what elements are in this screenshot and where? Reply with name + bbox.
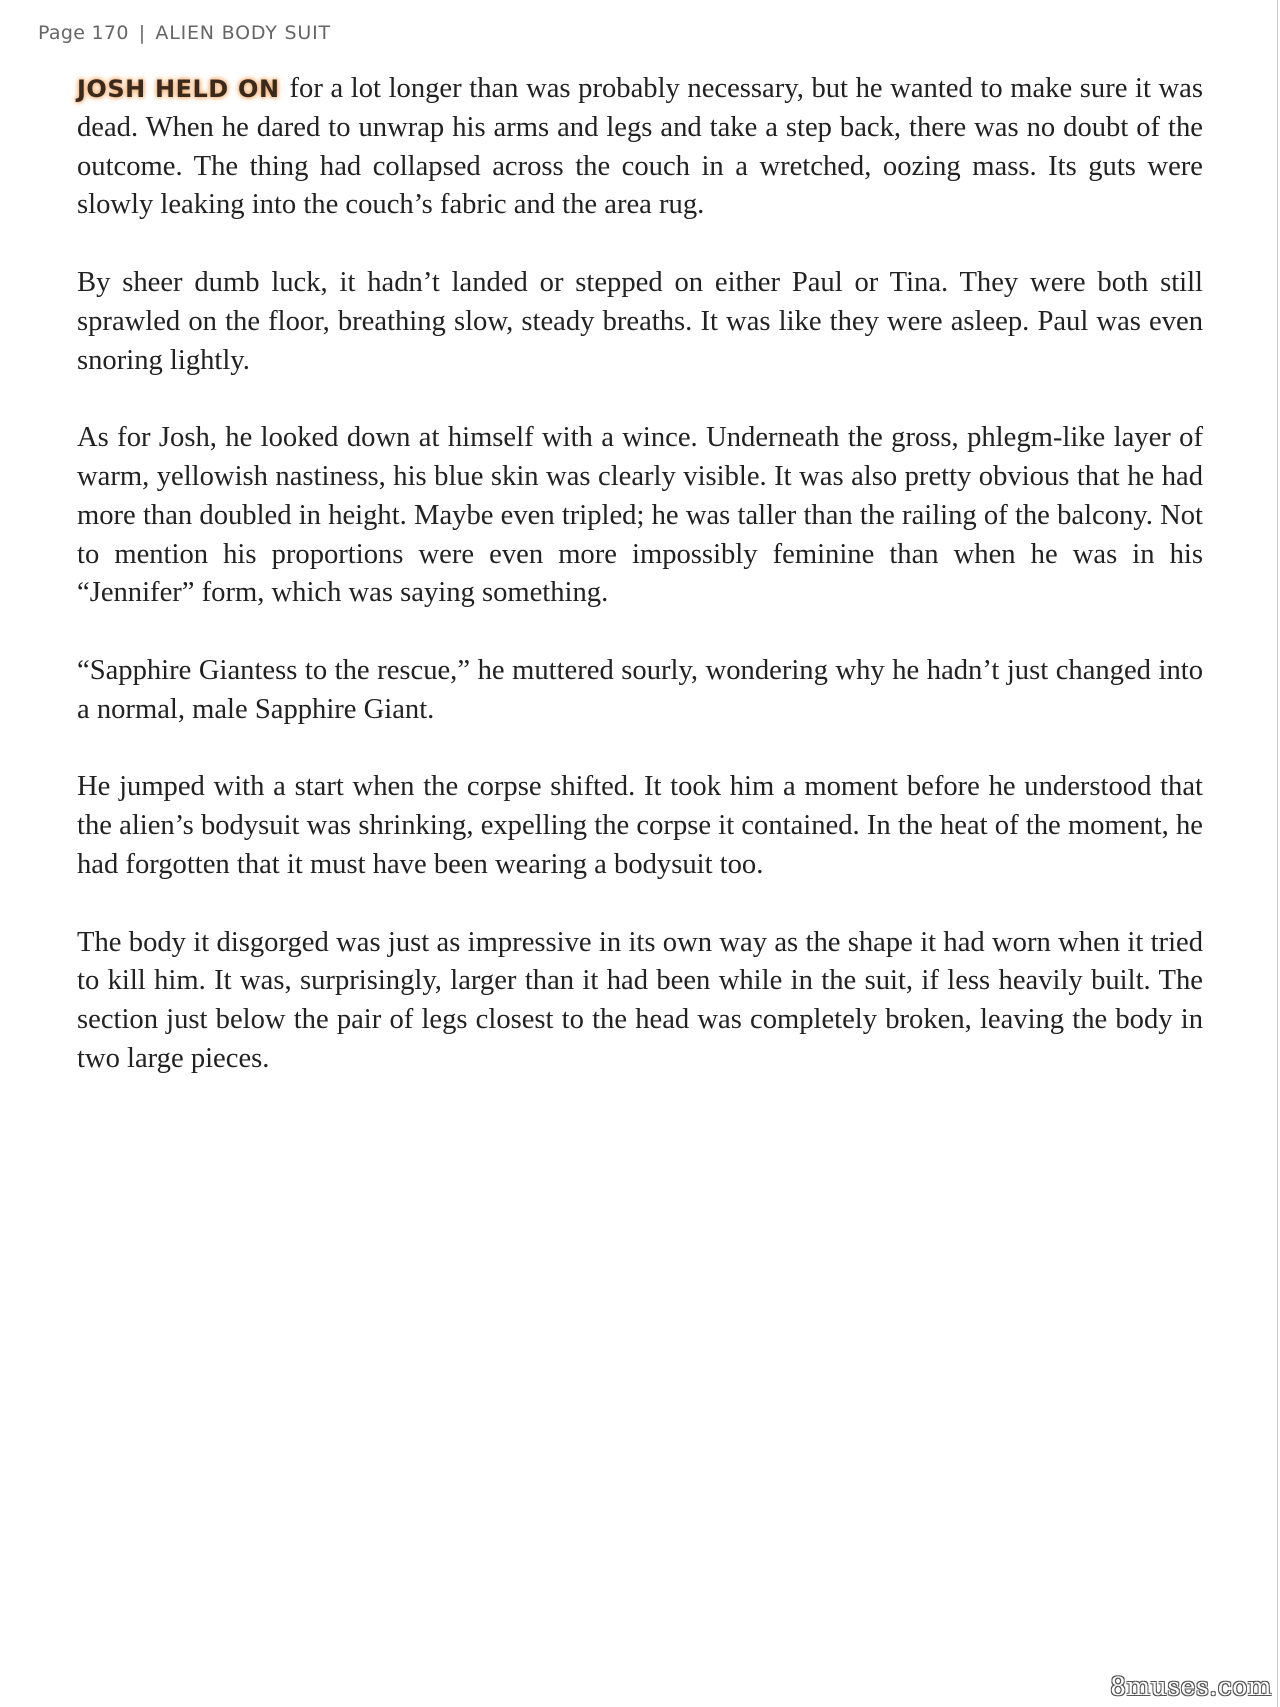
paragraph-5: He jumped with a start when the corpse shifted. It took him a moment before he understood that the alien’s bodysuit was shrinking, expelling the corpse it contained. In the heat of the moment, he had forgotten that it must have been wearing a bodysuit too. — [77, 771, 1203, 880]
paragraph-6: The body it disgorged was just as impressive in its own way as the shape it had worn when it tried to kill him. It was, surprisingly, larger than it had been while in the suit, if less heavily built. The section just below the pair of legs closest to the head was completely broken, leaving the body in two large pieces. — [77, 926, 1203, 1074]
running-header — [38, 22, 331, 44]
chapter-body — [77, 70, 1203, 1118]
page-number-label: Page 170 — [38, 22, 129, 44]
paragraph-1-text: for a lot longer than was probably necessary, but he wanted to make sure it was dead. When he dared to unwrap his arms and legs and take a step back, there was no doubt of the outcome. The thing had collapsed across the couch in a wretched, oozing mass. Its guts were slowly leaking into the couch’s fabric and the area rug. — [77, 73, 1203, 221]
page-edge-divider — [1277, 0, 1278, 1707]
paragraph-4: “Sapphire Giantess to the rescue,” he muttered sourly, wondering why he hadn’t just changed into a normal, male Sapphire Giant. — [77, 654, 1203, 725]
book-title: ALIEN BODY SUIT — [155, 22, 331, 44]
header-separator: | — [138, 22, 146, 44]
site-watermark: 8muses.com — [1110, 1672, 1272, 1701]
lead-in-heading: JOSH HELD ON — [77, 75, 280, 103]
paragraph-1 — [77, 70, 1203, 225]
paragraph-2: By sheer dumb luck, it hadn’t landed or stepped on either Paul or Tina. They were both still sprawled on the floor, breathing slow, steady breaths. It was like they were asleep. Paul was even snoring lightly. — [77, 266, 1203, 376]
paragraph-3: As for Josh, he looked down at himself with a wince. Underneath the gross, phlegm-like layer of warm, yellowish nastiness, his blue skin was clearly visible. It was also pretty obvious that he had more than doubled in height. Maybe even tripled; he was taller than the railing of the balcony. Not to mention his proportions were even more impossibly feminine than when he was in his “Jennifer” form, which was saying something. — [77, 422, 1203, 609]
